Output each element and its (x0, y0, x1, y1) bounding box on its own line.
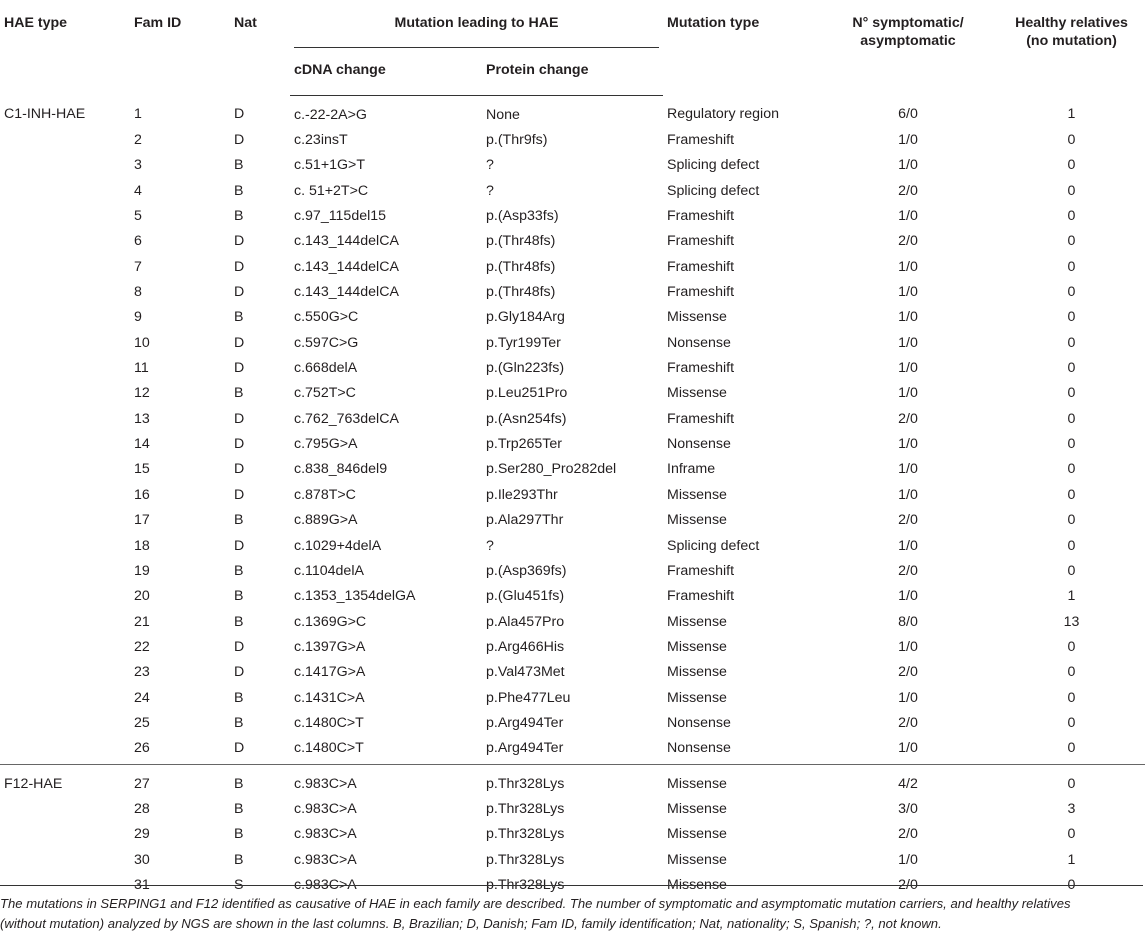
cell-nat: B (234, 157, 244, 174)
cell-symptomatic: 1/0 (898, 334, 918, 351)
cell-hae-type: C1-INH-HAE (4, 106, 86, 123)
cell-mutation-type: Missense (663, 764, 818, 796)
cell-nat: D (234, 537, 245, 554)
table-row (0, 796, 1145, 821)
table-row (0, 305, 1145, 330)
cell-nat: D (234, 360, 245, 377)
cell-healthy-relatives: 0 (998, 764, 1145, 796)
cell-protein-change: p.Arg466His (486, 638, 565, 655)
cell-mutation-type: Frameshift (667, 360, 735, 377)
header-healthy-line1: Healthy relatives (1015, 15, 1128, 31)
cell-fam-id: 9 (134, 309, 142, 326)
cell-cdna-change: c.1480C>T (294, 740, 364, 757)
caption-line-2: (without mutation) analyzed by NGS are shown in the last columns. B, Brazilian; D, Danish; Fam ID, family identification; Nat, nationality; S, Spanish; ?, not known. (0, 916, 942, 931)
cell-nat: D (234, 436, 245, 453)
cell-cdna-change: c.983C>A (294, 826, 357, 843)
cell-symptomatic: 1/0 (898, 258, 918, 275)
cell-fam-id: 21 (134, 613, 150, 630)
cell-cdna-change: c.1104delA (294, 562, 364, 579)
cell-fam-id: 10 (134, 334, 150, 351)
header-mutation-group-label: Mutation leading to HAE (394, 15, 559, 31)
cell-symptomatic: 2/0 (898, 410, 918, 427)
group-divider (294, 47, 659, 48)
cell-fam-id: 6 (134, 233, 142, 250)
cell-hae-type-empty (0, 584, 130, 609)
header-mutation-type: Mutation type (667, 15, 760, 31)
table-row (0, 355, 1145, 380)
cell-fam-id: 16 (134, 486, 150, 503)
cell-symptomatic: 1/0 (898, 486, 918, 503)
cell-protein-change: p.Thr328Lys (486, 826, 565, 843)
cell-healthy-relatives: 0 (1067, 385, 1076, 402)
cell-protein-change: ? (486, 537, 494, 554)
cell-mutation-type: Splicing defect (667, 537, 760, 554)
cell-healthy-relatives: 1 (1067, 106, 1076, 123)
cell-healthy-relatives: 0 (1067, 638, 1076, 655)
cell-protein-change: p.Thr328Lys (486, 876, 565, 893)
cell-protein-change: p.(Asp369fs) (486, 562, 567, 579)
cell-symptomatic: 1/0 (898, 537, 918, 554)
cell-fam-id: 17 (134, 512, 150, 529)
header-symptomatic (818, 0, 998, 96)
cell-hae-type-empty (0, 558, 130, 583)
cell-symptomatic: 1/0 (898, 740, 918, 757)
caption-line-1: The mutations in SERPING1 and F12 identified as causative of HAE in each family are described. The number of symptomatic and asymptomatic mutation carriers, and healthy relatives (0, 896, 1071, 911)
cell-nat: B (234, 182, 244, 199)
cell-healthy-relatives: 0 (1067, 689, 1076, 706)
cell-hae-type-empty (0, 254, 130, 279)
cell-healthy-relatives: 1 (1067, 588, 1076, 605)
cell-symptomatic: 1/0 (898, 689, 918, 706)
cell-symptomatic: 1/0 (898, 461, 918, 478)
cell-nat: B (234, 851, 244, 868)
cell-symptomatic: 2/0 (898, 876, 918, 893)
cell-healthy-relatives: 3 (1067, 800, 1076, 817)
cell-mutation-type: Missense (667, 826, 727, 843)
cell-mutation-type: Nonsense (667, 714, 731, 731)
cell-symptomatic: 1/0 (898, 385, 918, 402)
table-header (0, 0, 1145, 96)
cell-symptomatic: 1/0 (898, 208, 918, 225)
cell-healthy-relatives: 0 (1067, 562, 1076, 579)
group-c1-inh-hae (0, 96, 1145, 765)
cell-symptomatic: 3/0 (898, 800, 918, 817)
cell-healthy-relatives: 0 (1067, 233, 1076, 250)
cell-cdna-change: c.143_144delCA (294, 284, 399, 301)
cell-healthy-relatives: 0 (1067, 537, 1076, 554)
header-healthy-line2: (no mutation) (1026, 33, 1117, 49)
cell-healthy-relatives: 0 (1067, 132, 1076, 149)
table-row (0, 229, 1145, 254)
cell-nat: B (234, 588, 244, 605)
table-row (0, 508, 1145, 533)
table-row (0, 634, 1145, 659)
cell-mutation-type: Missense (667, 664, 727, 681)
cell-symptomatic: 1/0 (898, 132, 918, 149)
cell-cdna-change: c.143_144delCA (294, 258, 399, 275)
cell-protein-change: p.(Glu451fs) (486, 588, 565, 605)
table-row (0, 178, 1145, 203)
cell-hae-type-empty (0, 203, 130, 228)
table-row (0, 847, 1145, 872)
cell-fam-id: 20 (134, 588, 150, 605)
cell-fam-id: 31 (134, 876, 150, 893)
cell-mutation-type: Missense (667, 385, 727, 402)
cell-symptomatic: 2/0 (898, 826, 918, 843)
cell-cdna-change: c.1397G>A (294, 638, 366, 655)
cell-symptomatic: 1/0 (898, 157, 918, 174)
cell-hae-type-empty (0, 355, 130, 380)
cell-hae-type-empty (0, 229, 130, 254)
cell-mutation-type: Missense (667, 876, 727, 893)
cell-protein-change: p.(Asn254fs) (486, 410, 567, 427)
table-row (0, 96, 1145, 128)
cell-nat: B (234, 562, 244, 579)
cell-nat: B (234, 385, 244, 402)
table-row (0, 822, 1145, 847)
cell-mutation-type: Nonsense (667, 740, 731, 757)
cell-fam-id: 26 (134, 740, 150, 757)
cell-protein-change: p.Arg494Ter (486, 740, 564, 757)
cell-healthy-relatives: 0 (1067, 208, 1076, 225)
table-row (0, 330, 1145, 355)
cell-symptomatic: 4/2 (818, 764, 998, 796)
table-row (0, 203, 1145, 228)
table-row (0, 406, 1145, 431)
cell-mutation-type: Missense (667, 309, 727, 326)
cell-nat: B (234, 689, 244, 706)
cell-symptomatic: 2/0 (898, 664, 918, 681)
cell-protein-change: ? (486, 182, 494, 199)
cell-cdna-change: c.795G>A (294, 436, 358, 453)
cell-healthy-relatives: 0 (1067, 461, 1076, 478)
cell-mutation-type: Frameshift (667, 562, 735, 579)
cell-hae-type: F12-HAE (0, 764, 130, 796)
cell-nat: D (234, 740, 245, 757)
cell-symptomatic: 1/0 (898, 436, 918, 453)
cell-healthy-relatives: 0 (1067, 436, 1076, 453)
cell-cdna-change: c.983C>A (294, 800, 357, 817)
cell-hae-type-empty (0, 660, 130, 685)
cell-cdna-change: c.1369G>C (294, 613, 367, 630)
cell-fam-id: 1 (134, 106, 142, 123)
table-row (0, 558, 1145, 583)
cell-protein-change: p.(Thr9fs) (486, 132, 548, 149)
cell-fam-id: 4 (134, 182, 142, 199)
cell-protein-change: p.(Asp33fs) (486, 208, 559, 225)
header-nat: Nat (234, 15, 257, 31)
cell-fam-id: 27 (130, 764, 230, 796)
cell-healthy-relatives: 0 (1067, 826, 1076, 843)
cell-nat: B (234, 826, 244, 843)
cell-mutation-type: Missense (667, 486, 727, 503)
cell-cdna-change: c.1431C>A (294, 689, 365, 706)
group-f12-hae (0, 764, 1145, 897)
cell-hae-type-empty (0, 482, 130, 507)
cell-protein-change: p.Gly184Arg (486, 309, 565, 326)
cell-cdna-change: c.97_115del15 (294, 208, 387, 225)
cell-hae-type-empty (0, 431, 130, 456)
cell-fam-id: 30 (134, 851, 150, 868)
cell-hae-type-empty (0, 847, 130, 872)
cell-mutation-type: Missense (667, 512, 727, 529)
cell-hae-type-empty (0, 178, 130, 203)
cell-fam-id: 22 (134, 638, 150, 655)
cell-fam-id: 18 (134, 537, 150, 554)
cell-cdna-change: c.1029+4delA (294, 537, 382, 554)
cell-healthy-relatives: 0 (1067, 740, 1076, 757)
cell-symptomatic: 1/0 (898, 309, 918, 326)
cell-mutation-type: Frameshift (667, 258, 735, 275)
table-row (0, 736, 1145, 765)
cell-protein-change: p.Ala457Pro (486, 613, 565, 630)
cell-fam-id: 14 (134, 436, 150, 453)
header-fam-id: Fam ID (134, 15, 182, 31)
cell-mutation-type: Missense (667, 689, 727, 706)
cell-cdna-change: c.838_846del9 (294, 461, 388, 478)
table-row (0, 381, 1145, 406)
cell-hae-type-empty (0, 381, 130, 406)
cell-mutation-type: Frameshift (667, 132, 735, 149)
cell-healthy-relatives: 0 (1067, 360, 1076, 377)
cell-nat: D (234, 132, 245, 149)
table-row (0, 127, 1145, 152)
cell-fam-id: 23 (134, 664, 150, 681)
cell-protein-change: p.Ala297Thr (486, 512, 564, 529)
header-symptomatic-line1: N° symptomatic/ (852, 15, 964, 31)
cell-fam-id: 28 (134, 800, 150, 817)
table-row (0, 685, 1145, 710)
cell-nat: B (234, 208, 244, 225)
cell-nat: D (234, 258, 245, 275)
cell-protein-change: p.Phe477Leu (486, 689, 571, 706)
cell-protein-change: p.Arg494Ter (486, 714, 564, 731)
cell-fam-id: 15 (134, 461, 150, 478)
cell-mutation-type: Missense (667, 613, 727, 630)
cell-symptomatic: 8/0 (898, 613, 918, 630)
cell-mutation-type: Frameshift (667, 410, 735, 427)
cell-mutation-type: Frameshift (667, 233, 735, 250)
cell-healthy-relatives: 0 (1067, 258, 1076, 275)
cell-protein-change: p.Thr328Lys (486, 800, 565, 817)
cell-cdna-change: c.51+1G>T (294, 157, 365, 174)
cell-hae-type-empty (0, 736, 130, 765)
cell-mutation-type: Splicing defect (667, 182, 760, 199)
table-row (0, 482, 1145, 507)
cell-cdna-change: c.550G>C (294, 309, 359, 326)
cell-mutation-type: Missense (667, 638, 727, 655)
cell-protein-change: p.Val473Met (486, 664, 565, 681)
cell-mutation-type: Nonsense (667, 436, 731, 453)
cell-fam-id: 11 (134, 360, 149, 377)
cell-protein-change: p.Thr328Lys (486, 851, 565, 868)
cell-hae-type-empty (0, 685, 130, 710)
cell-hae-type-empty (0, 609, 130, 634)
header-symptomatic-line2: asymptomatic (860, 33, 956, 49)
cell-symptomatic: 1/0 (898, 588, 918, 605)
cell-protein-change: ? (486, 157, 494, 174)
cell-nat: B (230, 764, 290, 796)
cell-protein-change: p.(Thr48fs) (486, 284, 556, 301)
cell-fam-id: 3 (134, 157, 142, 174)
cell-cdna-change: c.1353_1354delGA (294, 588, 416, 605)
cell-nat: D (234, 664, 245, 681)
cell-healthy-relatives: 0 (1067, 182, 1076, 199)
cell-nat: B (234, 613, 244, 630)
cell-fam-id: 8 (134, 284, 142, 301)
cell-nat: S (234, 876, 244, 893)
cell-hae-type-empty (0, 330, 130, 355)
cell-fam-id: 7 (134, 258, 142, 275)
cell-hae-type-empty (0, 406, 130, 431)
cell-mutation-type: Frameshift (667, 284, 735, 301)
cell-fam-id: 25 (134, 714, 150, 731)
table-row (0, 279, 1145, 304)
cell-symptomatic: 2/0 (898, 562, 918, 579)
cell-protein-change: p.Ser280_Pro282del (486, 461, 617, 478)
cell-symptomatic: 1/0 (898, 851, 918, 868)
cell-protein-change: p.Thr328Lys (482, 764, 663, 796)
cell-healthy-relatives: 0 (1067, 157, 1076, 174)
cell-hae-type-empty (0, 796, 130, 821)
cell-fam-id: 19 (134, 562, 150, 579)
cell-cdna-change: c.597C>G (294, 334, 359, 351)
cell-cdna-change: c.1480C>T (294, 714, 364, 731)
cell-nat: D (234, 233, 245, 250)
cell-protein-change: p.(Thr48fs) (486, 258, 556, 275)
cell-hae-type-empty (0, 153, 130, 178)
cell-cdna-change: c.143_144delCA (294, 233, 399, 250)
cell-symptomatic: 2/0 (898, 714, 918, 731)
table-row (0, 254, 1145, 279)
cell-mutation-type: Missense (667, 800, 727, 817)
table-row (0, 764, 1145, 796)
cell-healthy-relatives: 0 (1067, 512, 1076, 529)
table-caption (0, 885, 1143, 934)
cell-hae-type-empty (0, 533, 130, 558)
cell-cdna-change: c.23insT (294, 132, 348, 149)
cell-fam-id: 13 (134, 410, 150, 427)
cell-cdna-change: c.983C>A (294, 876, 357, 893)
cell-healthy-relatives: 1 (1067, 851, 1076, 868)
cell-nat: D (234, 461, 245, 478)
cell-mutation-type: Nonsense (667, 334, 731, 351)
cell-mutation-type: Regulatory region (667, 106, 779, 123)
cell-mutation-type: Missense (667, 851, 727, 868)
cell-healthy-relatives: 0 (1067, 334, 1076, 351)
cell-nat: B (234, 512, 244, 529)
cell-cdna-change: c.668delA (294, 360, 358, 377)
cell-protein-change: None (486, 106, 520, 123)
table-row (0, 660, 1145, 685)
cell-nat: B (234, 714, 244, 731)
header-protein-change: Protein change (482, 48, 663, 96)
cell-protein-change: p.Leu251Pro (486, 385, 568, 402)
cell-healthy-relatives: 13 (1063, 613, 1080, 630)
cell-nat: D (234, 486, 245, 503)
table-row (0, 710, 1145, 735)
header-healthy-relatives (998, 0, 1145, 96)
table-row (0, 533, 1145, 558)
cell-mutation-type: Frameshift (667, 208, 735, 225)
table-row (0, 457, 1145, 482)
cell-cdna-change: c.1417G>A (294, 664, 366, 681)
cell-fam-id: 12 (134, 385, 150, 402)
cell-cdna-change: c.752T>C (294, 385, 356, 402)
cell-nat: D (234, 638, 245, 655)
cell-nat: D (234, 334, 245, 351)
cell-mutation-type: Inframe (667, 461, 716, 478)
cell-fam-id: 24 (134, 689, 150, 706)
header-mutation-group (290, 0, 663, 48)
cell-protein-change: p.Tyr199Ter (486, 334, 561, 351)
cell-hae-type-empty (0, 822, 130, 847)
cell-symptomatic: 2/0 (898, 512, 918, 529)
cell-protein-change: p.(Thr48fs) (486, 233, 556, 250)
cell-fam-id: 5 (134, 208, 142, 225)
cell-nat: D (234, 106, 245, 123)
table-row (0, 584, 1145, 609)
cell-symptomatic: 1/0 (898, 284, 918, 301)
cell-mutation-type: Splicing defect (667, 157, 760, 174)
cell-cdna-change: c.762_763delCA (294, 410, 399, 427)
cell-symptomatic: 6/0 (898, 106, 918, 123)
cell-hae-type-empty (0, 305, 130, 330)
cell-healthy-relatives: 0 (1067, 284, 1076, 301)
cell-hae-type-empty (0, 634, 130, 659)
cell-protein-change: p.Ile293Thr (486, 486, 558, 503)
cell-nat: D (234, 284, 245, 301)
cell-healthy-relatives: 0 (1067, 309, 1076, 326)
header-cdna-change: cDNA change (290, 48, 482, 96)
cell-hae-type-empty (0, 457, 130, 482)
cell-hae-type-empty (0, 127, 130, 152)
cell-fam-id: 29 (134, 826, 150, 843)
cell-mutation-type: Frameshift (667, 588, 735, 605)
cell-nat: B (234, 800, 244, 817)
cell-hae-type-empty (0, 710, 130, 735)
cell-nat: D (234, 410, 245, 427)
table-row (0, 153, 1145, 178)
table-row (0, 609, 1145, 634)
cell-cdna-change: c.983C>A (294, 851, 357, 868)
cell-healthy-relatives: 0 (1067, 714, 1076, 731)
cell-protein-change: p.(Gln223fs) (486, 360, 565, 377)
header-hae-type: HAE type (4, 15, 68, 31)
table-row (0, 431, 1145, 456)
cell-hae-type-empty (0, 279, 130, 304)
cell-fam-id: 2 (134, 132, 142, 149)
cell-cdna-change: c.983C>A (290, 764, 482, 796)
cell-cdna-change: c.889G>A (294, 512, 358, 529)
cell-nat: B (234, 309, 244, 326)
cell-cdna-change: c. 51+2T>C (294, 182, 369, 199)
cell-healthy-relatives: 0 (1067, 664, 1076, 681)
cell-protein-change: p.Trp265Ter (486, 436, 562, 453)
cell-healthy-relatives: 0 (1067, 410, 1076, 427)
cell-healthy-relatives: 0 (1067, 876, 1076, 893)
cell-cdna-change: c.878T>C (294, 486, 356, 503)
cell-symptomatic: 2/0 (898, 233, 918, 250)
cell-healthy-relatives: 0 (1067, 486, 1076, 503)
cell-symptomatic: 1/0 (898, 360, 918, 377)
cell-symptomatic: 2/0 (898, 182, 918, 199)
cell-cdna-change: c.-22-2A>G (294, 106, 367, 123)
cell-hae-type-empty (0, 508, 130, 533)
cell-symptomatic: 1/0 (898, 638, 918, 655)
